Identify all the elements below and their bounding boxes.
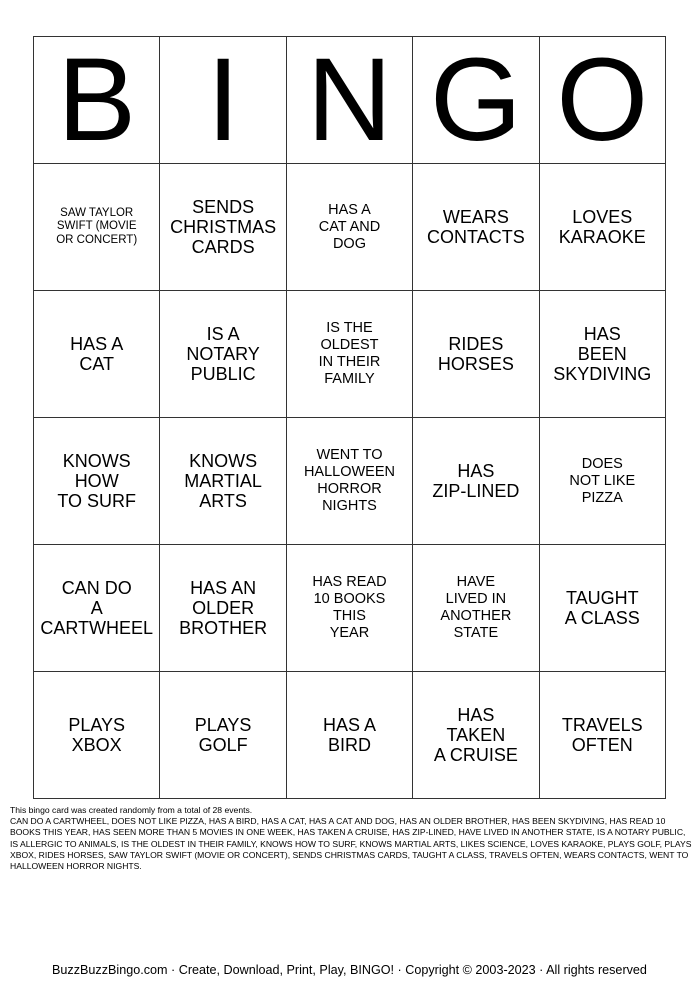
site-footer: BuzzBuzzBingo.com · Create, Download, Print, Play, BINGO! · Copyright © 2003-2023 · All rights reserved bbox=[52, 963, 647, 977]
bingo-cell: PLAYS XBOX bbox=[34, 672, 160, 799]
bingo-cell: IS THE OLDEST IN THEIR FAMILY bbox=[286, 291, 412, 418]
bingo-cell: WENT TO HALLOWEEN HORROR NIGHTS bbox=[286, 418, 412, 545]
bingo-cell: WEARS CONTACTS bbox=[413, 164, 539, 291]
bingo-cell: CAN DO A CARTWHEEL bbox=[34, 545, 160, 672]
card-row bbox=[34, 291, 666, 418]
bingo-cell: DOES NOT LIKE PIZZA bbox=[539, 418, 665, 545]
header-letter-n: N bbox=[286, 37, 412, 164]
bingo-cell: TRAVELS OFTEN bbox=[539, 672, 665, 799]
bingo-cell: SENDS CHRISTMAS CARDS bbox=[160, 164, 286, 291]
bingo-cell: HAVE LIVED IN ANOTHER STATE bbox=[413, 545, 539, 672]
bingo-cell: KNOWS HOW TO SURF bbox=[34, 418, 160, 545]
footnote-events: CAN DO A CARTWHEEL, DOES NOT LIKE PIZZA, HAS A BIRD, HAS A CAT, HAS A CAT AND DOG, HAS AN OLDER BROTHER, HAS BEEN SKYDIVING, HAS READ 10 BOOKS THIS YEAR, HAS SEEN MORE THAN 5 MOVIES IN ONE WEEK, HAS TAKEN A CRUISE, HAS ZIP-LINED, HAVE LIVED IN ANOTHER STATE, IS A NOTARY PUBLIC, IS ALLERGIC TO ANIMALS, IS THE OLDEST IN THEIR FAMILY, KNOWS HOW TO SURF, KNOWS MARTIAL ARTS, LIKES SCIENCE, LOVES KARAOKE, PLAYS GOLF, PLAYS XBOX, RIDES HORSES, SAW TAYLOR SWIFT (MOVIE OR CONCERT), SENDS CHRISTMAS CARDS, TAUGHT A CLASS, TRAVELS OFTEN, WEARS CONTACTS, WENT TO HALLOWEEN HORROR NIGHTS. bbox=[10, 816, 692, 872]
bingo-cell: HAS AN OLDER BROTHER bbox=[160, 545, 286, 672]
header-letter-g: G bbox=[413, 37, 539, 164]
header-letter-i: I bbox=[160, 37, 286, 164]
bingo-cell: HAS A CAT AND DOG bbox=[286, 164, 412, 291]
bingo-cell: LOVES KARAOKE bbox=[539, 164, 665, 291]
header-letter-b: B bbox=[34, 37, 160, 164]
card-row bbox=[34, 672, 666, 799]
bingo-cell: HAS A BIRD bbox=[286, 672, 412, 799]
header-row bbox=[34, 37, 666, 164]
footnote-intro: This bingo card was created randomly from a total of 28 events. bbox=[10, 805, 253, 815]
bingo-cell: HAS TAKEN A CRUISE bbox=[413, 672, 539, 799]
bingo-card bbox=[33, 36, 666, 799]
event-list-footnote bbox=[10, 805, 694, 872]
header-letter-o: O bbox=[539, 37, 665, 164]
bingo-cell: IS A NOTARY PUBLIC bbox=[160, 291, 286, 418]
bingo-cell: HAS BEEN SKYDIVING bbox=[539, 291, 665, 418]
bingo-cell: HAS A CAT bbox=[34, 291, 160, 418]
card-row bbox=[34, 545, 666, 672]
bingo-cell: TAUGHT A CLASS bbox=[539, 545, 665, 672]
bingo-cell: RIDES HORSES bbox=[413, 291, 539, 418]
bingo-cell: SAW TAYLOR SWIFT (MOVIE OR CONCERT) bbox=[34, 164, 160, 291]
bingo-cell: PLAYS GOLF bbox=[160, 672, 286, 799]
bingo-cell: KNOWS MARTIAL ARTS bbox=[160, 418, 286, 545]
card-row bbox=[34, 164, 666, 291]
bingo-cell: HAS ZIP-LINED bbox=[413, 418, 539, 545]
bingo-cell: HAS READ 10 BOOKS THIS YEAR bbox=[286, 545, 412, 672]
card-row bbox=[34, 418, 666, 545]
